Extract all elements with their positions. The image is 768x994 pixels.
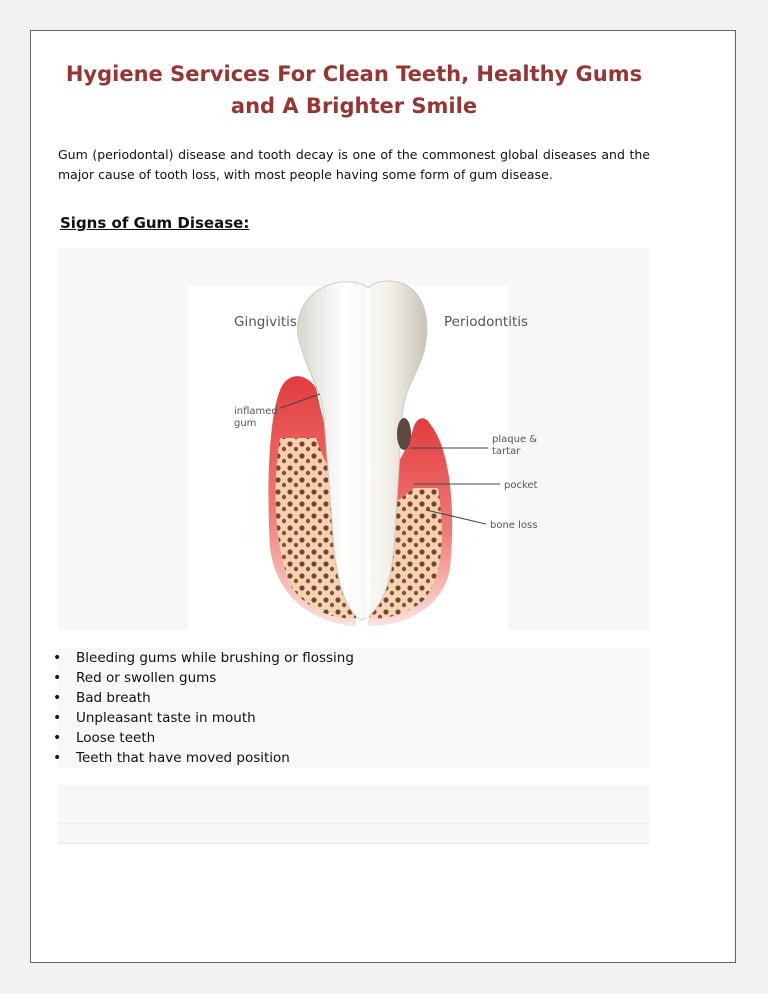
page-title: Hygiene Services For Clean Teeth, Healthy Gums and A Brighter Smile	[65, 62, 643, 118]
plaque-label-line2: tartar	[492, 446, 521, 457]
list-item: • Bad breath	[48, 688, 354, 708]
list-item: • Loose teeth	[48, 728, 354, 748]
bone-loss-label: bone loss	[490, 520, 538, 531]
list-item: • Teeth that have moved position	[48, 748, 354, 768]
list-item: • Bleeding gums while brushing or flossing	[48, 648, 354, 668]
gingivitis-label: Gingivitis	[234, 314, 297, 330]
periodontitis-label: Periodontitis	[444, 314, 529, 330]
plaque-deposit	[397, 418, 411, 450]
inflamed-label-line2: gum	[234, 418, 257, 429]
plaque-label-line1: plaque &	[492, 434, 538, 445]
gum-disease-diagram	[58, 248, 650, 630]
diagram-svg	[58, 248, 650, 630]
intro-paragraph: Gum (periodontal) disease and tooth decay is one of the commonest global diseases and the major cause of tooth loss, with most people having some form of gum disease.	[58, 147, 650, 182]
empty-content-block	[58, 785, 650, 844]
signs-list	[48, 648, 354, 768]
divider	[58, 823, 650, 824]
pocket-label: pocket	[504, 480, 538, 491]
inflamed-label-line1: inflamed	[234, 406, 278, 417]
list-item: • Red or swollen gums	[48, 668, 354, 688]
signs-heading: Signs of Gum Disease:	[60, 214, 250, 232]
list-item: • Unpleasant taste in mouth	[48, 708, 354, 728]
